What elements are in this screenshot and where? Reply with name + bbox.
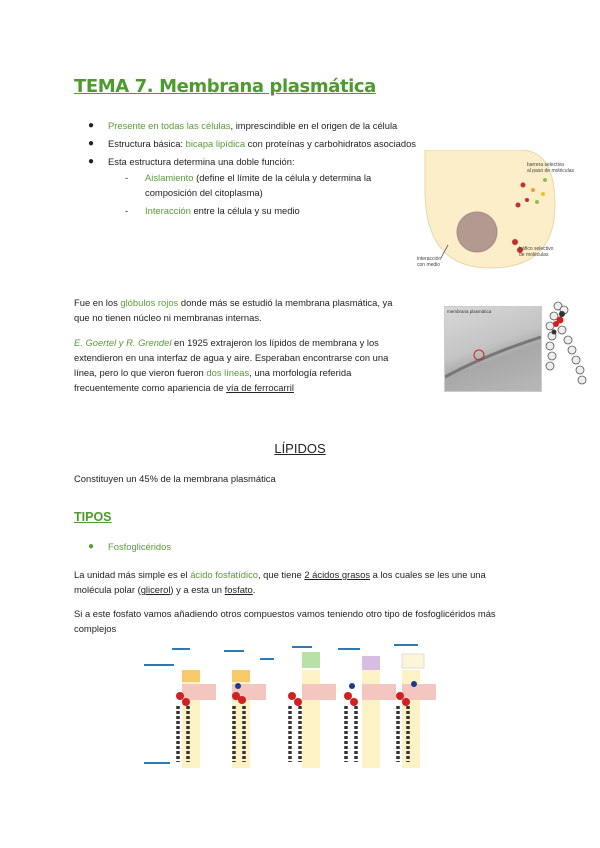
highlight: glóbulos rojos	[120, 297, 179, 308]
tipos-paragraph-1	[74, 567, 544, 597]
intro-subbullets	[125, 170, 415, 218]
cell-label-1a: barrera selectiva	[527, 162, 564, 168]
highlight: bicapa lipídica	[185, 138, 246, 149]
underlined-text: glicerol	[140, 584, 171, 595]
cell-label-3b: con medio	[417, 262, 441, 268]
bullet-dot-icon: ●	[88, 156, 95, 167]
highlight: Presente en todas las células	[108, 120, 231, 131]
bullet-dot-icon: ●	[88, 120, 95, 131]
bullet-3	[88, 154, 428, 169]
text: línea, pero lo que vieron fueron	[74, 367, 207, 378]
text: que no tienen núcleo ni membranas internas.	[74, 312, 262, 323]
highlight: Aislamiento	[145, 172, 194, 183]
phosphoglyceride-figure	[142, 640, 452, 770]
tipos-heading: TIPOS	[74, 510, 112, 524]
cell-label-2a: tráfico selectivo	[519, 246, 554, 252]
tipos-paragraph-2	[74, 606, 544, 636]
subbullet-2	[125, 203, 415, 218]
text: composición del citoplasma)	[145, 187, 263, 198]
cell-label-2b: de moléculas	[519, 252, 549, 258]
highlight: Interacción	[145, 205, 191, 216]
molecule-illustration	[540, 296, 592, 396]
bullet-dot-icon: ●	[88, 138, 95, 149]
micrograph-caption: membrana plasmática	[447, 309, 492, 314]
text: , imprescindible en el origen de la célula	[230, 120, 398, 131]
bullet-dot-icon: ●	[88, 541, 95, 552]
text: extendieron en una interfaz de agua y aire. Esperaban encontrarse con una	[74, 352, 389, 363]
underlined-text: fosfato	[224, 584, 253, 595]
underlined-text: 2 ácidos grasos	[304, 569, 371, 580]
text: Esta estructura determina una doble función:	[108, 156, 295, 167]
text: molécula polar (	[74, 584, 141, 595]
phosphoglyceride-illustration	[142, 640, 452, 770]
subbullet-1	[125, 170, 415, 200]
text: ) y a esta un	[170, 584, 225, 595]
lipid-molecule-model	[540, 296, 592, 396]
history-paragraph-2	[74, 335, 439, 395]
dash-icon: -	[125, 172, 129, 183]
tipos-bullet	[88, 539, 172, 554]
page-title: TEMA 7. Membrana plasmática	[74, 76, 376, 97]
highlight: dos líneas	[206, 367, 250, 378]
cell-figure	[415, 150, 585, 270]
history-text	[74, 295, 439, 395]
highlight: E. Goertel y R. Grendel	[74, 337, 172, 348]
text: La unidad más simple es el	[74, 569, 191, 580]
text: complejos	[74, 623, 117, 634]
text: frecuentemente como apariencia de	[74, 382, 227, 393]
text: a los cuales se les une una	[370, 569, 486, 580]
text: Estructura básica:	[108, 138, 186, 149]
intro-bullets	[88, 118, 428, 169]
micrograph-figure	[444, 306, 542, 392]
text: .	[252, 584, 256, 595]
bullet-1	[88, 118, 428, 133]
highlight: Fosfoglicéridos	[108, 541, 172, 552]
text: donde más se estudió la membrana plasmática, ya	[178, 297, 393, 308]
text: , una morfología referida	[249, 367, 352, 378]
text: en 1925 extrajeron los lípidos de membrana y los	[171, 337, 379, 348]
history-paragraph-1	[74, 295, 439, 325]
cell-label-3a: interacción	[417, 256, 442, 262]
text: (define el límite de la célula y determina la	[193, 172, 372, 183]
text: Fue en los	[74, 297, 121, 308]
underlined-text: vía de ferrocarril	[226, 382, 294, 393]
micrograph-image	[445, 307, 541, 391]
lipid-columns	[182, 652, 436, 768]
cell-label-1b: al paso de moléculas	[527, 168, 574, 174]
text: con proteínas y carbohidratos asociados	[245, 138, 416, 149]
lipidos-intro: Constituyen un 45% de la membrana plasmática	[74, 473, 276, 484]
highlight: ácido fosfatídico	[190, 569, 258, 580]
dash-icon: -	[125, 205, 129, 216]
text: , que tiene	[257, 569, 305, 580]
text: entre la célula y su medio	[190, 205, 300, 216]
lipidos-heading: LÍPIDOS	[274, 441, 326, 456]
text: Si a este fosfato vamos añadiendo otros compuestos vamos teniendo otro tipo de fosfoglicéridos más	[74, 608, 496, 619]
bullet-2	[88, 136, 428, 151]
